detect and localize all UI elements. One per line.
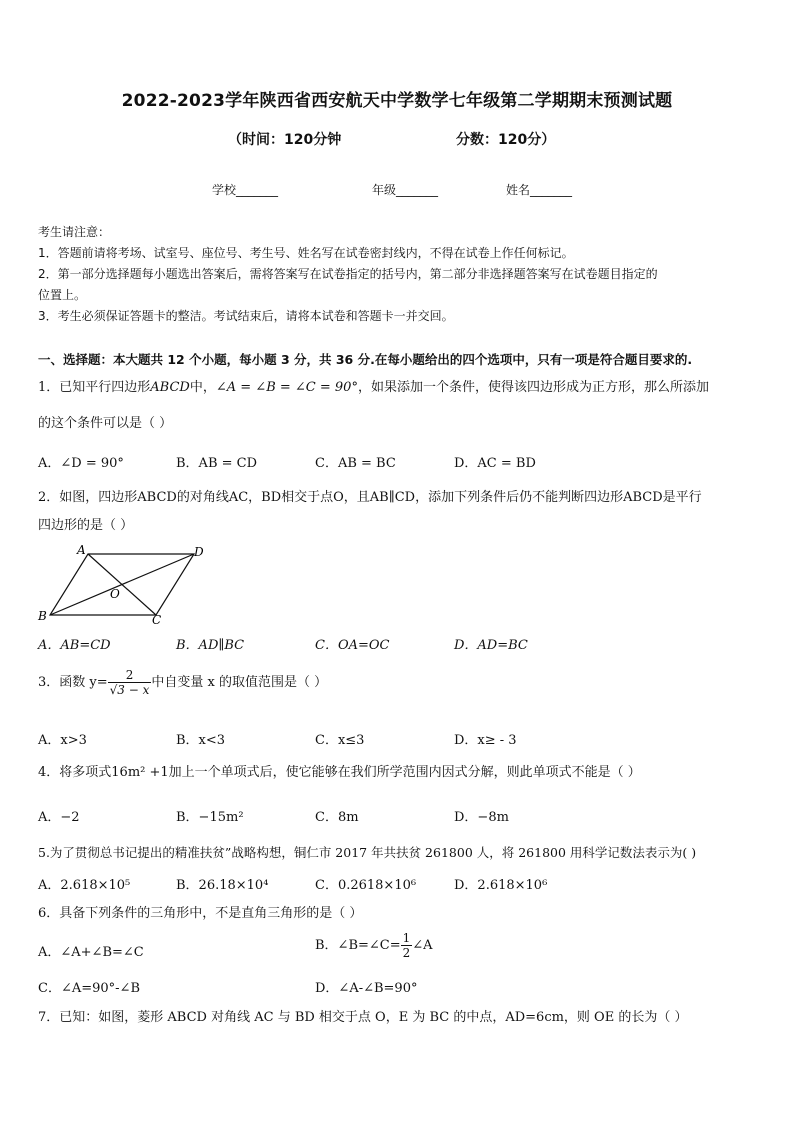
q5-option-b: B．26.18×10⁴ [176,878,269,893]
q4-option-a: A．−2 [38,810,80,825]
section-heading: 一、选择题：本大题共 12 个小题，每小题 3 分，共 36 分.在每小题给出的四个选项中，只有一项是符合题目要求的. [38,352,693,367]
exam-title: 2022-2023学年陕西省西安航天中学数学七年级第二学期期末预测试题 [121,91,673,111]
grade-field: 年级_______ [372,183,439,197]
q4-option-b: B．−15m² [176,810,244,825]
fraction: $\frac{2}{√3 - x}$ [109,668,150,697]
q3-option-a: A．x>3 [38,733,87,748]
q2-option-c: C．OA=OC [315,638,390,653]
label-c: C [152,613,162,627]
q2-option-d: D．AD=BC [454,638,528,653]
q2-option-b: B．AD∥BC [176,638,245,653]
exam-score: 分数：120分） [456,132,556,148]
q6-option-b: B．∠B=∠C= $\frac{1}{2}$ ∠A [315,931,433,960]
name-field: 姓名_______ [506,183,573,197]
q3-option-c: C．x≤3 [315,733,365,748]
label-b: B [38,609,47,623]
diagonal-bd [50,554,194,615]
q6-option-a: A．∠A+∠B=∠C [38,945,144,960]
fraction-half: $\frac{1}{2}$ [402,931,411,960]
exam-time: （时间：120分钟 [228,132,342,148]
label-o: O [110,587,120,601]
question-7: 7．已知：如图，菱形 ABCD 对角线 AC 与 BD 相交于点 O，E 为 BC 的中点，AD=6cm，则 OE 的长为（ ） [38,1010,688,1025]
label-d: D [194,545,204,559]
q1-option-d: D．AC = BD [454,456,536,471]
q1-option-b: B．AB = CD [176,456,258,471]
q2-option-a: A．AB=CD [38,638,111,653]
school-field: 学校_______ [212,183,279,197]
q4-option-d: D．−8m [454,810,509,825]
notice-item-3: 3．考生必须保证答题卡的整洁。考试结束后，请将本试卷和答题卡一并交回。 [38,309,454,323]
label-a: A [77,543,86,557]
q5-option-d: D．2.618×10⁶ [454,878,548,893]
question-5: 5.为了贯彻总书记提出的精准扶贫”战略构想，铜仁市 2017 年共扶贫 261800 人，将 261800 用科学记数法表示为( ) [38,845,697,860]
notice-item-2: 2．第一部分选择题每小题选出答案后，需将答案写在试卷指定的括号内，第二部分非选择题答案写在试卷题目指定的 [38,267,658,281]
question-1-cont: 的这个条件可以是（ ） [38,416,173,431]
notice-item-1: 1．答题前请将考场、试室号、座位号、考生号、姓名写在试卷密封线内，不得在试卷上作任何标记。 [38,246,574,260]
q6-option-c: C．∠A=90°-∠B [38,981,141,996]
q5-option-a: A．2.618×10⁵ [38,878,131,893]
question-1: 1．已知平行四边形ABCD中，∠A = ∠B = ∠C = 90°，如果添加一个条件，使得该四边形成为正方形，那么所添加 [38,380,709,395]
q1-option-a: A．∠D = 90° [38,456,124,471]
question-2-cont: 四边形的是（ ） [38,518,134,533]
question-2: 2．如图，四边形ABCD的对角线AC，BD相交于点O，且AB∥CD，添加下列条件后仍不能判断四边形ABCD是平行 [38,490,702,505]
q3-option-d: D．x≥ - 3 [454,733,517,748]
question-4: 4．将多项式16m² +1加上一个单项式后，使它能够在我们所学范围内因式分解，则此单项式不能是（ ） [38,765,641,780]
q3-option-b: B．x<3 [176,733,226,748]
question-3: 3．函数 y= $\frac{2}{√3 - x}$ 中自变量 x 的取值范围是（ ） [38,668,328,697]
q5-option-c: C．0.2618×10⁶ [315,878,417,893]
notice-item-2-cont: 位置上。 [38,288,87,302]
q6-option-d: D．∠A-∠B=90° [315,981,418,996]
question-6: 6．具备下列条件的三角形中，不是直角三角形的是（ ） [38,906,363,921]
q1-option-c: C．AB = BC [315,456,396,471]
parallelogram-figure [30,540,220,632]
q4-option-c: C．8m [315,810,359,825]
notice-heading: 考生请注意： [38,225,111,239]
